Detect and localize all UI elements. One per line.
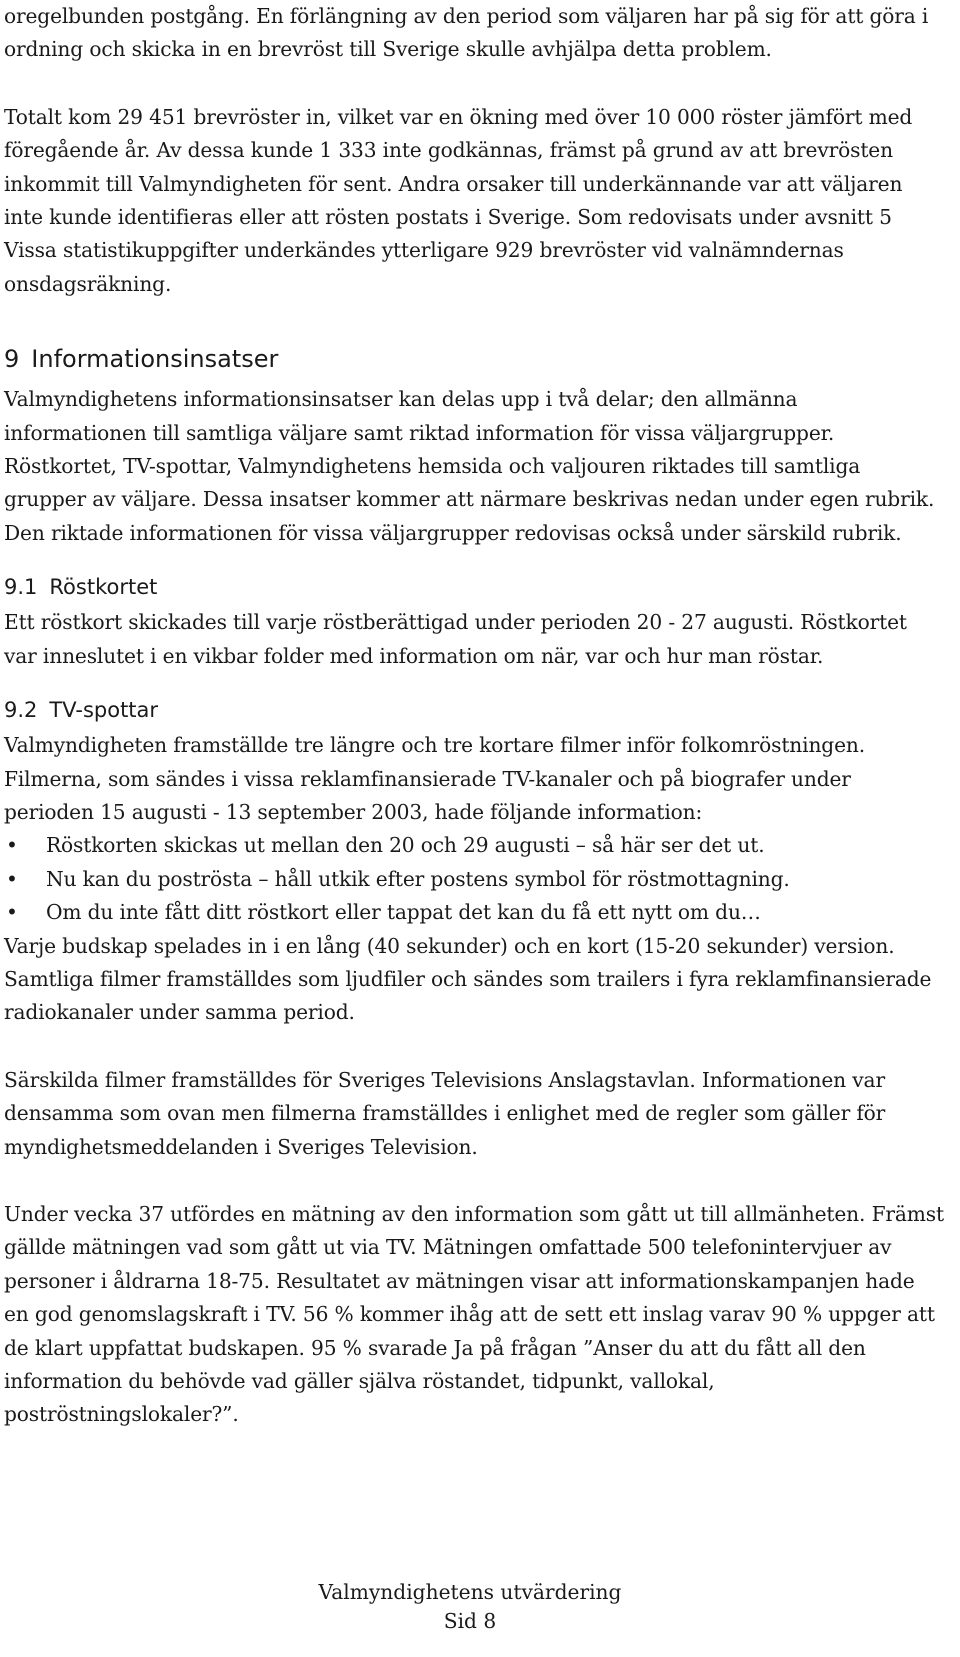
- page-footer: [0, 1578, 940, 1636]
- paragraph-postal-delivery: oregelbunden postgång. En förlängning av den period som väljaren har på sig för att göra i ordning och skicka in en brevröst till Sverige skulle avhjälpa detta problem.: [4, 4, 929, 62]
- heading-title: Informationsinsatser: [31, 345, 279, 374]
- heading-title: Röstkortet: [49, 575, 158, 600]
- paragraph-tv-spots-intro: Valmyndigheten framställde tre längre och tre kortare filmer inför folkomröstningen. Filmerna, som sändes i vissa reklamfinansierade TV-kanaler och på biografer under perioden 15 augusti - 13 september 2003, hade följande information:: [4, 733, 865, 824]
- list-item: • Om du inte fått ditt röstkort eller tappat det kan du få ett nytt om du…: [4, 896, 944, 929]
- footer-title: Valmyndighetens utvärdering: [318, 1580, 622, 1604]
- heading-number: 9: [4, 345, 20, 374]
- heading-number: 9.1: [4, 575, 38, 600]
- paragraph-information-efforts: Valmyndighetens informationsinsatser kan delas upp i två delar; den allmänna informationen till samtliga väljare samt riktad information för vissa väljargrupper. Röstkortet, TV-spottar, Valmyndighetens hemsida och valjouren riktades till samtliga grupper av väljare. Dessa insatser kommer att närmare beskrivas nedan under egen rubrik. Den riktade informationen för vissa väljargrupper redovisas också under särskild rubrik.: [4, 387, 935, 545]
- heading-title: TV-spottar: [49, 698, 159, 723]
- paragraph-special-films: Särskilda filmer framställdes för Sveriges Televisions Anslagstavlan. Informationen var densamma som ovan men filmerna framställdes i enlighet med de regler som gäller för myndighetsmeddelanden i Sveriges Television.: [4, 1067, 886, 1159]
- paragraph-message-versions: Varje budskap spelades in i en lång (40 sekunder) och en kort (15-20 sekunder) version. Samtliga filmer framställdes som ljudfiler och sändes som trailers i fyra reklamfinansierade radiokanaler under samma period.: [4, 933, 932, 1025]
- heading-section-9: [4, 341, 944, 377]
- bullet-icon: •: [6, 833, 18, 858]
- heading-number: 9.2: [4, 698, 38, 723]
- page-number: Sid 8: [443, 1609, 497, 1633]
- list-item: • Röstkorten skickas ut mellan den 20 och 29 augusti – så här ser det ut.: [4, 829, 944, 862]
- bullet-list-tv-messages: [4, 829, 944, 929]
- list-item: • Nu kan du poströsta – håll utkik efter postens symbol för röstmottagning.: [4, 863, 944, 896]
- document-page: [4, 0, 944, 1432]
- paragraph-voting-card: Ett röstkort skickades till varje röstberättigad under perioden 20 - 27 augusti. Röstkortet var inneslutet i en vikbar folder med information om när, var och hur man röstar.: [4, 610, 907, 668]
- bullet-icon: •: [6, 900, 18, 925]
- bullet-icon: •: [6, 866, 18, 891]
- paragraph-postal-votes-total: Totalt kom 29 451 brevröster in, vilket var en ökning med över 10 000 röster jämfört med föregående år. Av dessa kunde 1 333 inte godkännas, främst på grund av att brevrösten inkommit till Valmyndigheten för sent. Andra orsaker till underkännande var att väljaren inte kunde identifieras eller att rösten postats i Sverige. Som redovisats under avsnitt 5 Vissa statistikuppgifter underkändes ytterligare 929 brevröster vid valnämndernas onsdagsräkning.: [4, 104, 913, 296]
- paragraph-measurement: Under vecka 37 utfördes en mätning av den information som gått ut till allmänheten. Främst gällde mätningen vad som gått ut via TV. Mätningen omfattade 500 telefonintervjuer av personer i åldrarna 18-75. Resultatet av mätningen visar att informationskampanjen hade en god genomslagskraft i TV. 56 % kommer ihåg att de sett ett inslag varav 90 % uppger att de klart uppfattat budskapen. 95 % svarade Ja på frågan ”Anser du att du fått all den information du behövde vad gäller själva röstandet, tidpunkt, vallokal, poströstningslokaler?”.: [4, 1201, 944, 1427]
- heading-section-9-1: [4, 570, 944, 604]
- heading-section-9-2: [4, 693, 944, 727]
